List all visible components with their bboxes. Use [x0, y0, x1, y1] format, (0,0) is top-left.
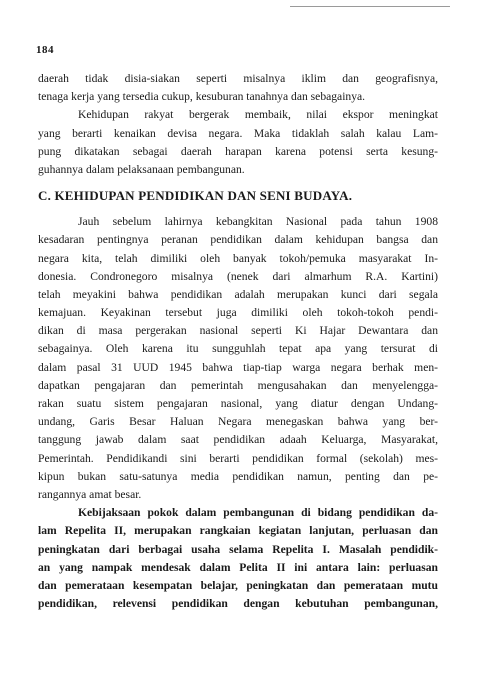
text-line: Kebijaksaan pokok dalam pembangunan di bidang pendidikan da- — [78, 506, 438, 520]
text-line: dapatkan pengajaran dan pemerintah mengusahakan dan menyelengga- — [38, 378, 438, 392]
text-line: lam Repelita II, merupakan rangkaian kegiatan lanjutan, perluasan dan — [38, 524, 438, 538]
text-line: rakan suatu sistem pengajaran nasional, yang diatur dengan Undang- — [38, 397, 438, 410]
text-line: yang berarti kenaikan devisa negara. Maka tidaklah salah kalau Lam- — [38, 126, 438, 140]
paragraph-3 — [38, 213, 438, 504]
text-line: rangannya amat besar. — [38, 487, 142, 501]
body-text — [38, 70, 438, 613]
page-number: 184 — [36, 44, 54, 56]
text-line: undang, Garis Besar Haluan Negara menegaskan bahwa yang ber- — [38, 415, 438, 429]
text-line: kipun bukan satu-satunya media pendidikan namun, penting dan pe- — [38, 469, 438, 483]
text-line: negara kita, telah dimiliki oleh banyak tokoh/pemuka masyarakat In- — [38, 251, 438, 265]
text-line: Pemerintah. Pendidikandi sini berarti pendidikan formal (sekolah) mes- — [38, 451, 438, 465]
text-line: guhannya dalam pelaksanaan pembangunan. — [38, 162, 245, 176]
text-line: donesia. Condronegoro misalnya (nenek dari almarhum R.A. Kartini) — [38, 269, 438, 283]
text-line: an yang nampak mendesak dalam Pelita II ini antara lain: perluasan — [38, 560, 438, 574]
paragraph-2 — [38, 106, 438, 179]
text-line: peningkatan dari berbagai usaha selama Repelita I. Masalah pendidik- — [38, 542, 438, 556]
text-line: pendidikan, relevensi pendidikan dengan kebutuhan pembangunan, — [38, 597, 438, 611]
text-line: daerah tidak disia-siakan seperti misalnya iklim dan geografisnya, — [38, 72, 438, 85]
text-line: kesadaran pentingnya peranan pendidikan dalam kehidupan bangsa dan — [38, 233, 438, 247]
text-line: tanggung jawab dalam saat pendidikan adaah Keluarga, Masyarakat, — [38, 433, 438, 447]
text-line: kemajuan. Keyakinan tersebut juga dimiliki oleh tokoh-tokoh pendi- — [38, 306, 438, 320]
paragraph-1 — [38, 70, 438, 106]
section-heading: C. KEHIDUPAN PENDIDIKAN DAN SENI BUDAYA. — [38, 188, 353, 204]
text-line: dan pemerataan kesempatan belajar, peningkatan dan pemerataan mutu — [38, 578, 438, 592]
text-line: sebagainya. Oleh karena itu sungguhlah tepat apa yang tersurat di — [38, 342, 438, 356]
text-line: dalam pasal 31 UUD 1945 bahwa tiap-tiap warga negara berhak men- — [38, 360, 438, 374]
paragraph-4 — [38, 504, 438, 613]
text-line: dikan di masa pergerakan nasional seperti Ki Hajar Dewantara dan — [38, 324, 438, 338]
text-line: telah meyakini bahwa pendidikan adalah merupakan kunci dari segala — [38, 287, 438, 301]
text-line: Jauh sebelum lahirnya kebangkitan Nasional pada tahun 1908 — [78, 215, 438, 229]
text-line: tenaga kerja yang tersedia cukup, kesuburan tanahnya dan sebagainya. — [38, 90, 366, 104]
top-rule — [290, 6, 450, 7]
text-line: Kehidupan rakyat bergerak membaik, nilai ekspor meningkat — [78, 108, 438, 122]
text-line: pung dikatakan sebagai daerah harapan karena potensi serta kesung- — [38, 144, 438, 158]
